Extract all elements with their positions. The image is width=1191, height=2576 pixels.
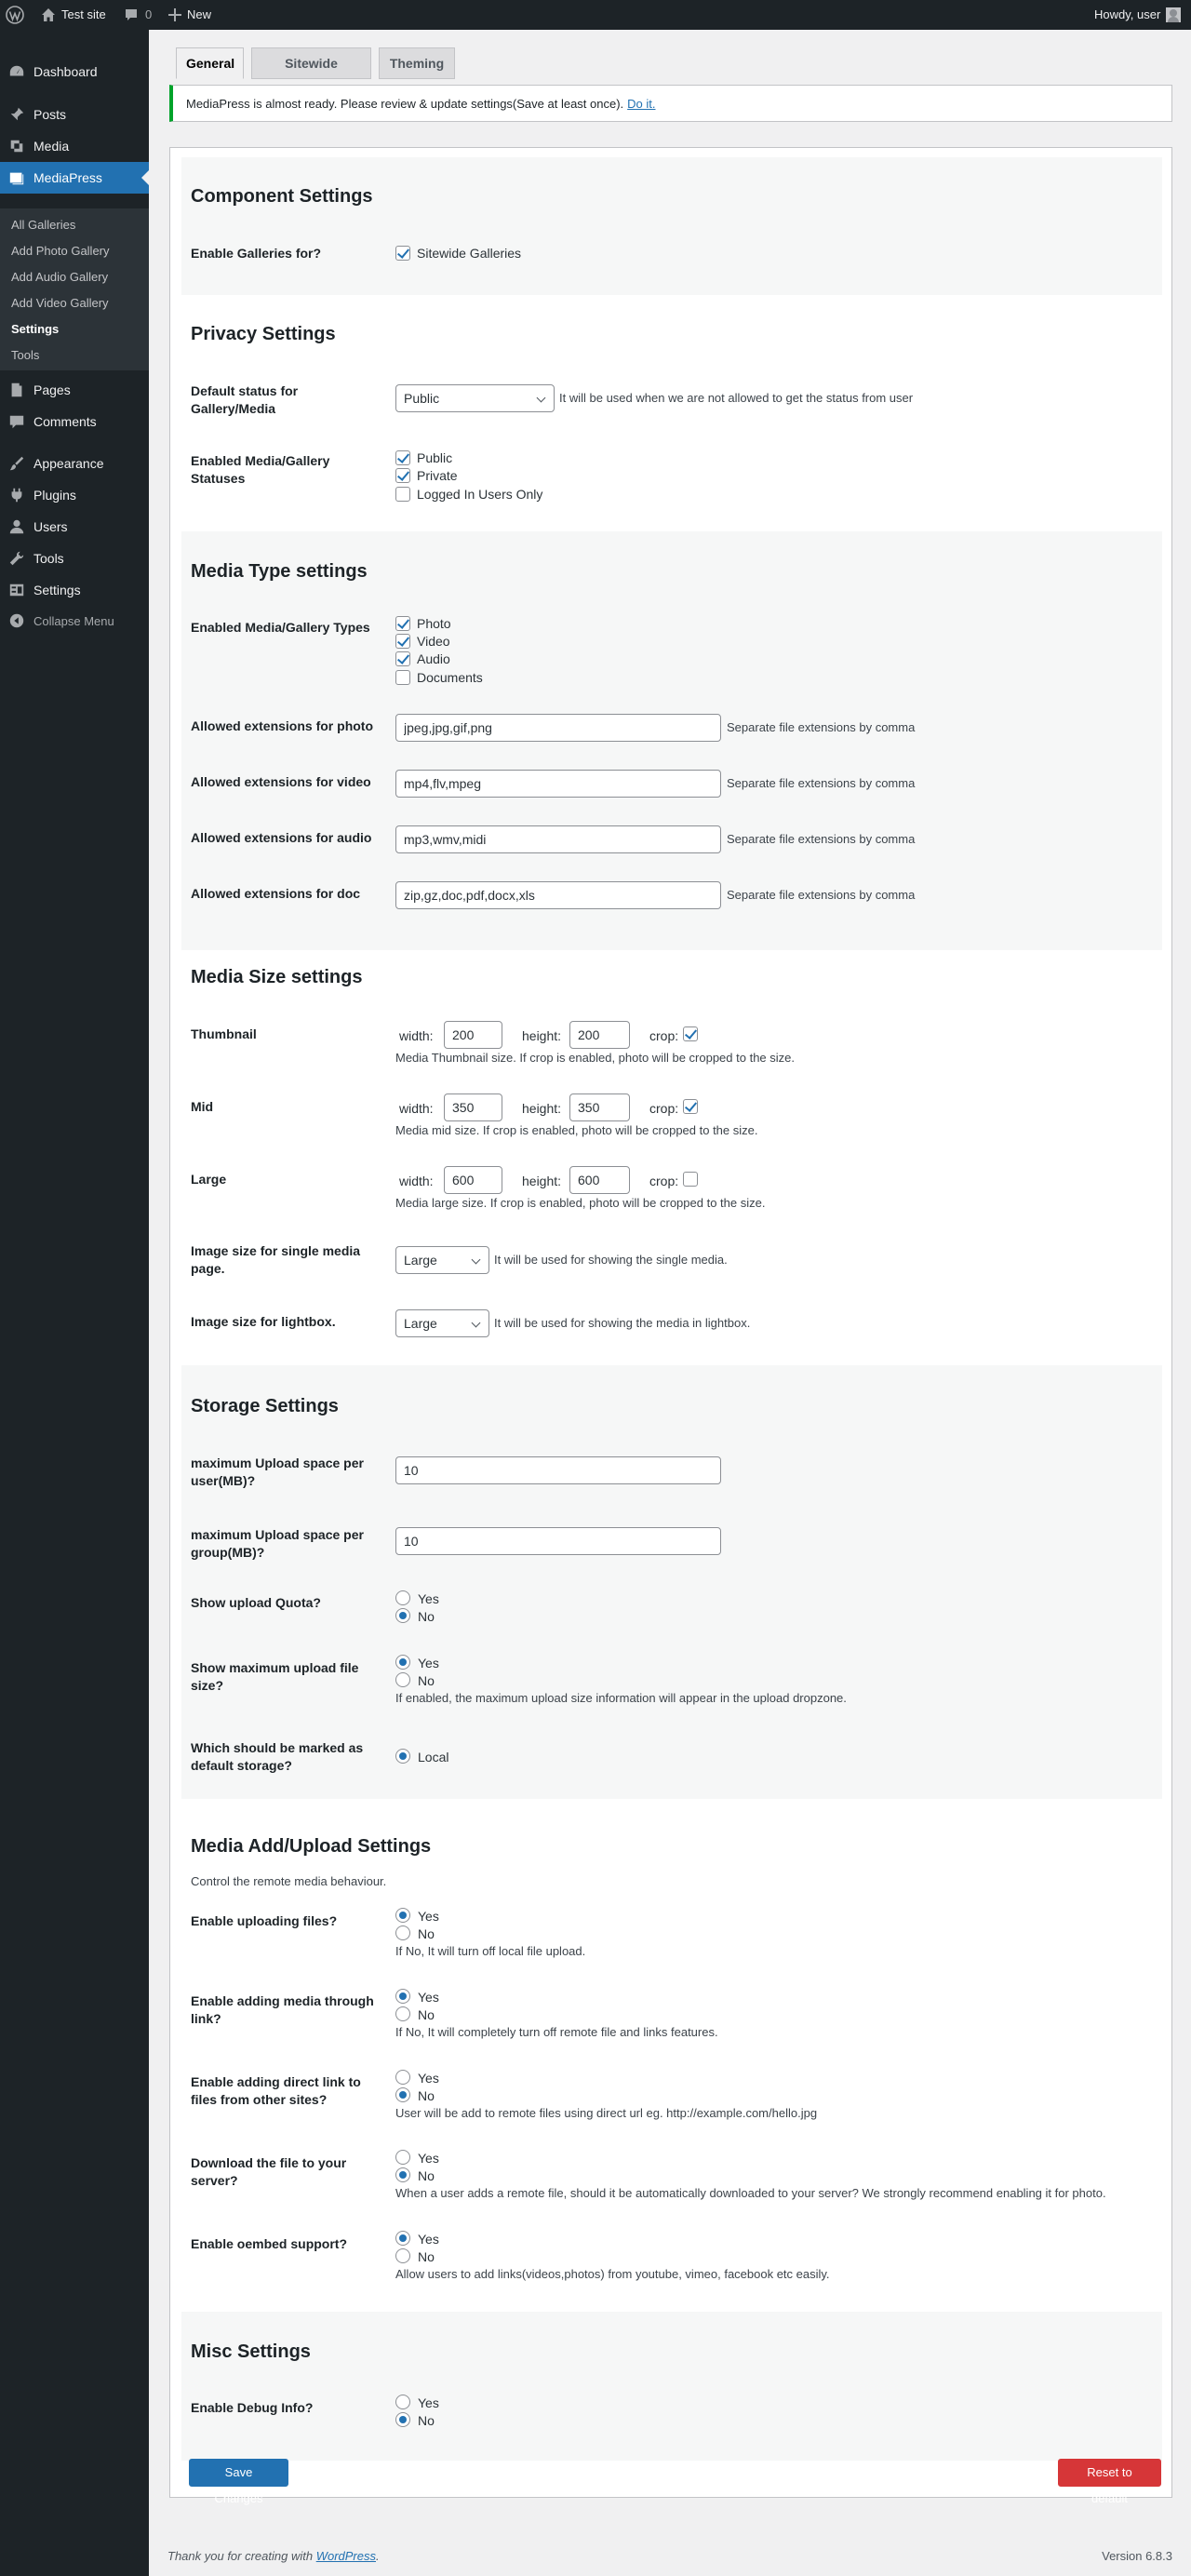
admin-bar <box>0 0 1191 30</box>
enable-direct-link-no-radio[interactable] <box>395 2087 410 2102</box>
show-max-filesize-yes-label: Yes <box>418 1656 439 1670</box>
type-video-checkbox[interactable] <box>395 634 410 649</box>
default-status-label: Default status for Gallery/Media <box>191 383 299 416</box>
large-size-label: Large <box>191 1172 227 1187</box>
notice-text: MediaPress is almost ready. Please review & update settings(Save at least once). <box>186 96 624 111</box>
enabled-statuses-label: Enabled Media/Gallery Statuses <box>191 453 330 486</box>
show-max-filesize-yes-radio[interactable] <box>395 1655 410 1670</box>
sidebar-item-mediapress[interactable] <box>0 162 149 194</box>
ext-doc-description: Separate file extensions by comma <box>727 888 916 902</box>
footer-text: Thank you for creating with <box>167 2549 314 2563</box>
setup-notice <box>169 85 1172 122</box>
ext-photo-description: Separate file extensions by comma <box>727 720 916 734</box>
single-image-size-label: Image size for single media page. <box>191 1243 361 1276</box>
mid-size-label: Mid <box>191 1099 214 1114</box>
storage-settings-section <box>181 1365 1162 1799</box>
tab-sitewide-gallery[interactable]: Sitewide <box>251 47 371 79</box>
footer-period: . <box>376 2549 380 2563</box>
download-file-label: Download the file to your server? <box>191 2155 347 2188</box>
enable-oembed-yes-label: Yes <box>418 2232 439 2247</box>
thumbnail-description: Media Thumbnail size. If crop is enabled, photo will be cropped to the size. <box>395 1051 795 1065</box>
enable-debug-yes-radio[interactable] <box>395 2395 410 2409</box>
enable-direct-link-yes-radio[interactable] <box>395 2070 410 2085</box>
plus-icon <box>168 8 181 21</box>
wrench-icon <box>0 550 33 567</box>
ext-audio-input[interactable] <box>395 825 721 853</box>
chevron-down-icon <box>472 1255 481 1265</box>
ext-doc-input[interactable] <box>395 881 721 909</box>
enable-galleries-label: Enable Galleries for? <box>191 246 322 261</box>
footer-version: Version 6.8.3 <box>1102 2549 1172 2563</box>
notice-link[interactable]: Do it. <box>627 96 656 111</box>
type-audio-checkbox[interactable] <box>395 651 410 666</box>
enable-uploading-yes-label: Yes <box>418 1909 439 1924</box>
mid-description: Media mid size. If crop is enabled, photo will be cropped to the size. <box>395 1123 758 1137</box>
sidebar-item-label: Appearance <box>33 456 104 471</box>
large-width-input[interactable] <box>444 1166 502 1194</box>
comments-link[interactable] <box>124 0 152 30</box>
gallery-icon <box>0 169 33 186</box>
my-account-link[interactable] <box>1094 0 1181 30</box>
sidebar-item-comments[interactable] <box>0 406 149 437</box>
collapse-menu-label: Collapse Menu <box>33 613 114 628</box>
thumbnail-height-input[interactable] <box>569 1021 630 1049</box>
status-public-checkbox[interactable] <box>395 450 410 465</box>
brush-icon <box>0 455 33 472</box>
comments-count: 0 <box>145 7 153 21</box>
greeting: Howdy, user <box>1094 7 1161 21</box>
sidebar-item-tools[interactable] <box>0 543 149 574</box>
media-size-settings-title: Media Size settings <box>191 967 363 987</box>
single-image-size-select[interactable] <box>395 1246 489 1274</box>
pin-icon <box>0 106 33 123</box>
large-description: Media large size. If crop is enabled, photo will be cropped to the size. <box>395 1196 766 1210</box>
ext-video-label: Allowed extensions for video <box>191 774 371 789</box>
thumbnail-size-label: Thumbnail <box>191 1026 257 1041</box>
status-private-label: Private <box>417 468 458 483</box>
enable-debug-no-label: No <box>418 2413 435 2428</box>
upload-settings-intro: Control the remote media behaviour. <box>191 1874 387 1888</box>
component-settings-section <box>181 157 1162 295</box>
user-upload-space-label: maximum Upload space per user(MB)? <box>191 1456 364 1488</box>
ext-doc-label: Allowed extensions for doc <box>191 886 361 901</box>
status-loggedin-label: Logged In Users Only <box>417 487 543 502</box>
show-quota-yes-label: Yes <box>418 1591 439 1606</box>
sidebar-item-pages[interactable] <box>0 374 149 406</box>
sidebar-item-appearance[interactable] <box>0 448 149 479</box>
sidebar-item-users[interactable] <box>0 511 149 543</box>
show-max-filesize-description: If enabled, the maximum upload size information will appear in the upload dropzone. <box>395 1691 847 1705</box>
default-storage-local-radio[interactable] <box>395 1749 410 1764</box>
sidebar-item-dashboard[interactable] <box>0 56 149 87</box>
component-settings-title: Component Settings <box>191 186 373 207</box>
enable-debug-yes-label: Yes <box>418 2395 439 2410</box>
enable-oembed-no-radio[interactable] <box>395 2248 410 2263</box>
mid-crop-checkbox[interactable] <box>683 1099 698 1114</box>
sidebar-item-settings[interactable] <box>0 574 149 606</box>
type-documents-checkbox[interactable] <box>395 670 410 685</box>
type-documents-label: Documents <box>417 670 483 685</box>
misc-settings-title: Misc Settings <box>191 2341 311 2362</box>
status-loggedin-checkbox[interactable] <box>395 487 410 502</box>
thumbnail-crop-label: crop: <box>649 1028 679 1043</box>
sidebar-item-label: Pages <box>33 382 71 397</box>
avatar <box>1166 7 1181 22</box>
enable-uploading-no-label: No <box>418 1926 435 1941</box>
sidebar-item-media[interactable] <box>0 130 149 162</box>
sidebar-item-label: Tools <box>33 551 64 566</box>
default-storage-label: Which should be marked as default storage? <box>191 1740 364 1773</box>
sitewide-galleries-checkbox[interactable] <box>395 246 410 261</box>
sidebar-item-label: MediaPress <box>33 170 102 185</box>
show-quota-yes-radio[interactable] <box>395 1590 410 1605</box>
sidebar-item-label: Users <box>33 519 68 534</box>
enable-direct-link-label: Enable adding direct link to files from other sites? <box>191 2074 361 2107</box>
show-max-filesize-no-label: No <box>418 1673 435 1688</box>
tab-general[interactable]: General <box>176 47 244 79</box>
collapse-menu-button[interactable] <box>0 605 149 637</box>
ext-audio-description: Separate file extensions by comma <box>727 832 916 846</box>
wordpress-link[interactable]: WordPress <box>315 2549 376 2563</box>
mid-height-input[interactable] <box>569 1093 630 1121</box>
default-status-description: It will be used when we are not allowed to get the status from user <box>559 391 914 405</box>
save-changes-button[interactable]: Save Changes <box>189 2459 288 2487</box>
dashboard-icon <box>0 63 33 80</box>
status-public-label: Public <box>417 450 453 465</box>
comment-icon <box>0 413 33 430</box>
media-type-settings-title: Media Type settings <box>191 561 368 582</box>
enable-link-media-no-label: No <box>418 2007 435 2022</box>
lightbox-size-select[interactable] <box>395 1309 489 1337</box>
download-file-no-radio[interactable] <box>395 2167 410 2182</box>
enable-debug-no-radio[interactable] <box>395 2412 410 2427</box>
single-image-size-description: It will be used for showing the single media. <box>494 1253 728 1267</box>
submenu-add-audio-gallery[interactable]: Add Audio Gallery <box>11 270 109 284</box>
download-file-yes-radio[interactable] <box>395 2150 410 2165</box>
large-width-label: width: <box>399 1174 434 1188</box>
enable-direct-link-no-label: No <box>418 2088 435 2103</box>
upload-settings-title: Media Add/Upload Settings <box>191 1836 432 1857</box>
thumbnail-width-input[interactable] <box>444 1021 502 1049</box>
lightbox-size-description: It will be used for showing the media in lightbox. <box>494 1316 751 1330</box>
privacy-settings-title: Privacy Settings <box>191 324 336 344</box>
user-icon <box>0 518 33 535</box>
thumbnail-width-label: width: <box>399 1028 434 1043</box>
download-file-yes-label: Yes <box>418 2151 439 2166</box>
mid-width-input[interactable] <box>444 1093 502 1121</box>
chevron-down-icon <box>537 394 546 403</box>
default-status-value: Public <box>404 391 440 406</box>
sidebar-item-label: Posts <box>33 107 67 122</box>
enable-link-media-yes-radio[interactable] <box>395 1989 410 2004</box>
collapse-icon <box>0 612 33 629</box>
thumbnail-crop-checkbox[interactable] <box>683 1026 698 1041</box>
enable-link-media-yes-label: Yes <box>418 1990 439 2005</box>
sidebar-item-label: Plugins <box>33 488 76 503</box>
ext-video-input[interactable] <box>395 770 721 798</box>
ext-video-description: Separate file extensions by comma <box>727 776 916 790</box>
plug-icon <box>0 487 33 503</box>
lightbox-size-label: Image size for lightbox. <box>191 1314 336 1329</box>
enable-oembed-label: Enable oembed support? <box>191 2236 348 2251</box>
sitewide-galleries-label: Sitewide Galleries <box>417 246 522 261</box>
wordpress-logo-icon[interactable] <box>6 0 24 30</box>
enable-link-media-no-radio[interactable] <box>395 2006 410 2021</box>
enable-oembed-yes-radio[interactable] <box>395 2231 410 2246</box>
media-icon <box>0 138 33 154</box>
site-name: Test site <box>61 7 106 21</box>
show-quota-no-radio[interactable] <box>395 1608 410 1623</box>
ext-photo-label: Allowed extensions for photo <box>191 718 374 733</box>
misc-settings-section <box>181 2312 1162 2461</box>
footer-thankyou <box>167 2549 380 2563</box>
ext-photo-input[interactable] <box>395 714 721 742</box>
submenu-add-photo-gallery[interactable]: Add Photo Gallery <box>11 244 110 258</box>
sidebar-item-plugins[interactable] <box>0 479 149 511</box>
new-label: New <box>187 7 212 21</box>
thumbnail-height-label: height: <box>522 1028 562 1043</box>
enable-uploading-yes-radio[interactable] <box>395 1908 410 1923</box>
group-upload-space-input[interactable] <box>395 1527 721 1555</box>
enable-link-media-label: Enable adding media through link? <box>191 1993 374 2026</box>
show-max-filesize-label: Show maximum upload file size? <box>191 1660 359 1693</box>
submenu-all-galleries[interactable]: All Galleries <box>11 218 76 232</box>
storage-settings-title: Storage Settings <box>191 1396 339 1416</box>
show-max-filesize-no-radio[interactable] <box>395 1672 410 1687</box>
large-height-label: height: <box>522 1174 562 1188</box>
site-name-link[interactable] <box>41 0 106 30</box>
sidebar-item-label: Comments <box>33 414 97 429</box>
enable-oembed-no-label: No <box>418 2249 435 2264</box>
submenu-tools[interactable]: Tools <box>11 348 40 362</box>
submenu-settings[interactable]: Settings <box>11 322 60 336</box>
mid-crop-label: crop: <box>649 1101 679 1116</box>
large-height-input[interactable] <box>569 1166 630 1194</box>
enabled-types-label: Enabled Media/Gallery Types <box>191 620 370 635</box>
lightbox-size-value: Large <box>404 1316 437 1331</box>
download-file-no-label: No <box>418 2168 435 2183</box>
type-audio-label: Audio <box>417 651 450 666</box>
chevron-down-icon <box>472 1319 481 1328</box>
enable-uploading-no-radio[interactable] <box>395 1925 410 1940</box>
submenu-add-video-gallery[interactable]: Add Video Gallery <box>11 296 109 310</box>
download-file-description: When a user adds a remote file, should it be automatically downloaded to your server? We strongly recommend enabling it for photo. <box>395 2186 1106 2200</box>
mid-width-label: width: <box>399 1101 434 1116</box>
type-photo-checkbox[interactable] <box>395 616 410 631</box>
sidebar-item-label: Settings <box>33 583 81 597</box>
page-icon <box>0 382 33 398</box>
home-icon <box>41 7 56 22</box>
enable-debug-label: Enable Debug Info? <box>191 2400 314 2415</box>
type-video-label: Video <box>417 634 450 649</box>
enable-uploading-label: Enable uploading files? <box>191 1913 338 1928</box>
show-quota-no-label: No <box>418 1609 435 1624</box>
enable-direct-link-description: User will be add to remote files using direct url eg. http://example.com/hello.jpg <box>395 2106 818 2120</box>
default-status-select[interactable] <box>395 384 555 412</box>
mid-height-label: height: <box>522 1101 562 1116</box>
show-quota-label: Show upload Quota? <box>191 1595 321 1610</box>
large-crop-label: crop: <box>649 1174 679 1188</box>
comment-icon <box>124 7 139 22</box>
enable-oembed-description: Allow users to add links(videos,photos) from youtube, vimeo, facebook etc easily. <box>395 2267 830 2281</box>
type-photo-label: Photo <box>417 616 451 631</box>
large-crop-checkbox[interactable] <box>683 1172 698 1187</box>
group-upload-space-label: maximum Upload space per group(MB)? <box>191 1527 364 1560</box>
mediapress-submenu <box>0 208 149 370</box>
tab-theming[interactable]: Theming <box>379 47 455 79</box>
status-private-checkbox[interactable] <box>395 468 410 483</box>
user-upload-space-input[interactable] <box>395 1456 721 1484</box>
settings-icon <box>0 582 33 598</box>
default-storage-local-label: Local <box>418 1750 449 1764</box>
single-image-size-value: Large <box>404 1253 437 1268</box>
sidebar-item-posts[interactable] <box>0 99 149 130</box>
sidebar-item-label: Media <box>33 139 70 154</box>
ext-audio-label: Allowed extensions for audio <box>191 830 372 845</box>
reset-to-default-button[interactable]: Reset to default <box>1058 2459 1161 2487</box>
admin-sidebar <box>0 30 149 2576</box>
enable-direct-link-yes-label: Yes <box>418 2071 439 2086</box>
enable-uploading-description: If No, It will turn off local file upload. <box>395 1944 586 1958</box>
sidebar-item-label: Dashboard <box>33 64 98 79</box>
enable-link-media-description: If No, It will completely turn off remote file and links features. <box>395 2025 718 2039</box>
new-content-link[interactable] <box>168 0 211 30</box>
